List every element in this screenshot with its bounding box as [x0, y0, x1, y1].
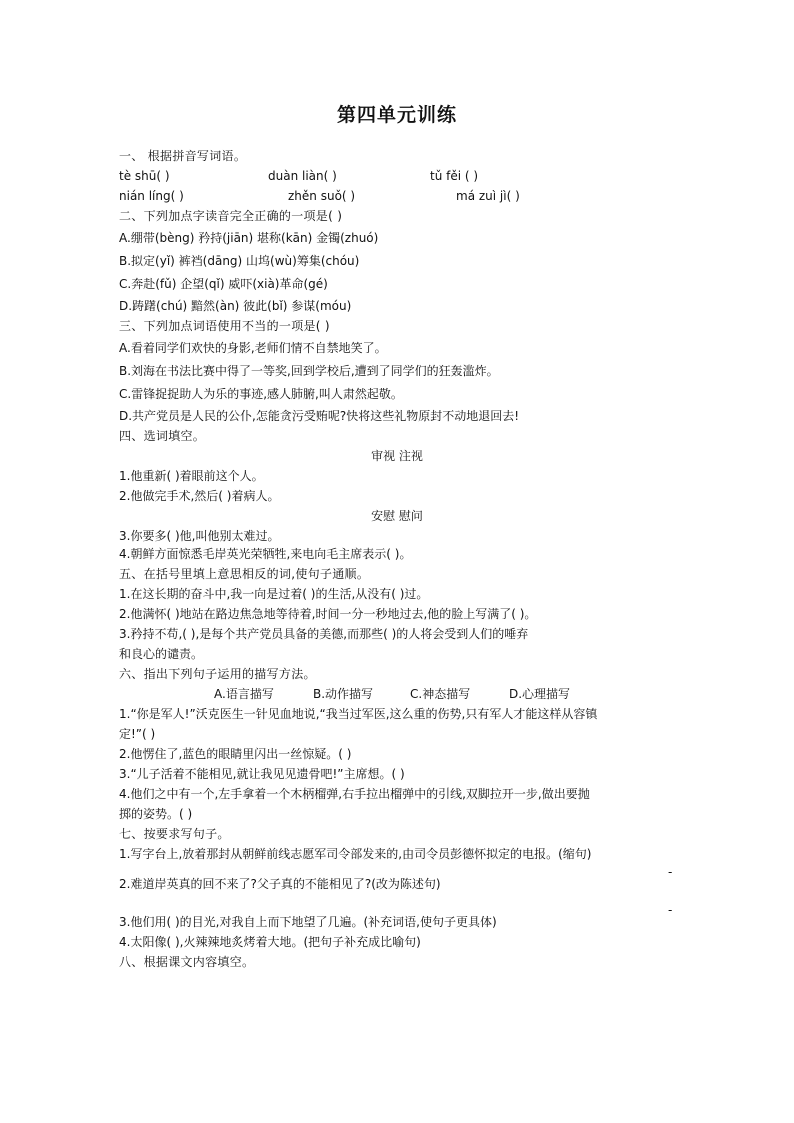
method-choice: C.神态描写	[410, 687, 471, 701]
section-6-heading: 六、指出下列句子运用的描写方法。	[119, 667, 316, 681]
word-choices: 审视 注视	[371, 449, 423, 463]
sentence-item: 4.他们之中有一个,左手拿着一个木柄榴弹,右手拉出榴弹中的引线,双脚拉开一步,做出要抛	[119, 787, 590, 801]
fill-item: 1.在这长期的奋斗中,我一向是过着( )的生活,从没有( )过。	[119, 587, 429, 601]
pinyin-item: tǔ fěi ( )	[430, 169, 479, 183]
rewrite-item: 4.太阳像( ),火辣辣地炙烤着大地。(把句子补充成比喻句)	[119, 935, 421, 949]
rewrite-item: 3.他们用( )的目光,对我自上而下地望了几遍。(补充词语,使句子更具体)	[119, 915, 497, 929]
sentence-item: 3.“儿子活着不能相见,就让我见见遗骨吧!”主席想。( )	[119, 767, 405, 781]
section-5-heading: 五、在括号里填上意思相反的词,使句子通顺。	[119, 567, 370, 581]
option-line: C.雷锋捉捉助人为乐的事迹,感人肺腑,叫人肃然起敬。	[119, 387, 403, 401]
page-title: 第四单元训练	[336, 104, 457, 126]
pinyin-item: tè shū( )	[119, 169, 170, 183]
answer-line-mark: -	[668, 903, 673, 917]
option-line: B.拟定(yǐ) 裤裆(dāng) 山坞(wù)筹集(chóu)	[119, 254, 360, 268]
section-1-heading: 一、 根据拼音写词语。	[119, 149, 247, 163]
word-choices: 安慰 慰问	[371, 509, 423, 523]
sentence-item: 2.他愣住了,蓝色的眼睛里闪出一丝惊疑。( )	[119, 747, 352, 761]
method-choice: A.语言描写	[214, 687, 274, 701]
fill-item: 2.他满怀( )地站在路边焦急地等待着,时间一分一秒地过去,他的脸上写满了( )。	[119, 607, 537, 621]
section-4-heading: 四、选词填空。	[119, 429, 206, 443]
section-7-heading: 七、按要求写句子。	[119, 827, 230, 841]
fill-item: 4.朝鲜方面惊悉毛岸英光荣牺牲,来电向毛主席表示( )。	[119, 547, 412, 561]
pinyin-item: má zuì jì( )	[456, 189, 520, 203]
option-line: A.看着同学们欢快的身影,老师们情不自禁地笑了。	[119, 341, 387, 355]
option-line: C.奔赴(fǔ) 企望(qǐ) 威吓(xià)革命(gé)	[119, 277, 328, 291]
sentence-item: 掷的姿势。( )	[119, 807, 193, 821]
pinyin-item: duàn liàn( )	[268, 169, 337, 183]
option-line: B.刘海在书法比赛中得了一等奖,回到学校后,遭到了同学们的狂轰滥炸。	[119, 364, 499, 378]
section-3-heading: 三、下列加点词语使用不当的一项是( )	[119, 319, 330, 333]
option-line: D.共产党员是人民的公仆,怎能贪污受贿呢?快将这些礼物原封不动地退回去!	[119, 409, 520, 423]
section-2-heading: 二、下列加点字读音完全正确的一项是( )	[119, 209, 343, 223]
method-choice: B.动作描写	[313, 687, 374, 701]
fill-item: 1.他重新( )着眼前这个人。	[119, 469, 264, 483]
fill-item: 3.你要多( )他,叫他别太难过。	[119, 529, 280, 543]
rewrite-item: 2.难道岸英真的回不来了?父子真的不能相见了?(改为陈述句)	[119, 877, 441, 891]
rewrite-item: 1.写字台上,放着那封从朝鲜前线志愿军司令部发来的,由司令员彭德怀拟定的电报。(缩句)	[119, 847, 592, 861]
pinyin-item: nián líng( )	[119, 189, 184, 203]
fill-item: 2.他做完手术,然后( )着病人。	[119, 489, 280, 503]
option-line: A.绷带(bèng) 矜持(jiān) 堪称(kān) 金镯(zhuó)	[119, 231, 379, 245]
option-line: D.踌躇(chú) 黯然(àn) 彼此(bǐ) 参谋(móu)	[119, 299, 352, 313]
fill-item: 和良心的谴责。	[119, 647, 204, 661]
section-8-heading: 八、根据课文内容填空。	[119, 955, 255, 969]
fill-item: 3.矜持不苟,( ),是每个共产党员具备的美德,而那些( )的人将会受到人们的唾弃	[119, 627, 529, 641]
pinyin-item: zhěn suǒ( )	[288, 189, 356, 203]
answer-line-mark: -	[668, 865, 673, 879]
sentence-item: 定!”( )	[119, 727, 156, 741]
method-choice: D.心理描写	[509, 687, 571, 701]
sentence-item: 1.“你是军人!”沃克医生一针见血地说,“我当过军医,这么重的伤势,只有军人才能这样从容镇	[119, 707, 598, 721]
